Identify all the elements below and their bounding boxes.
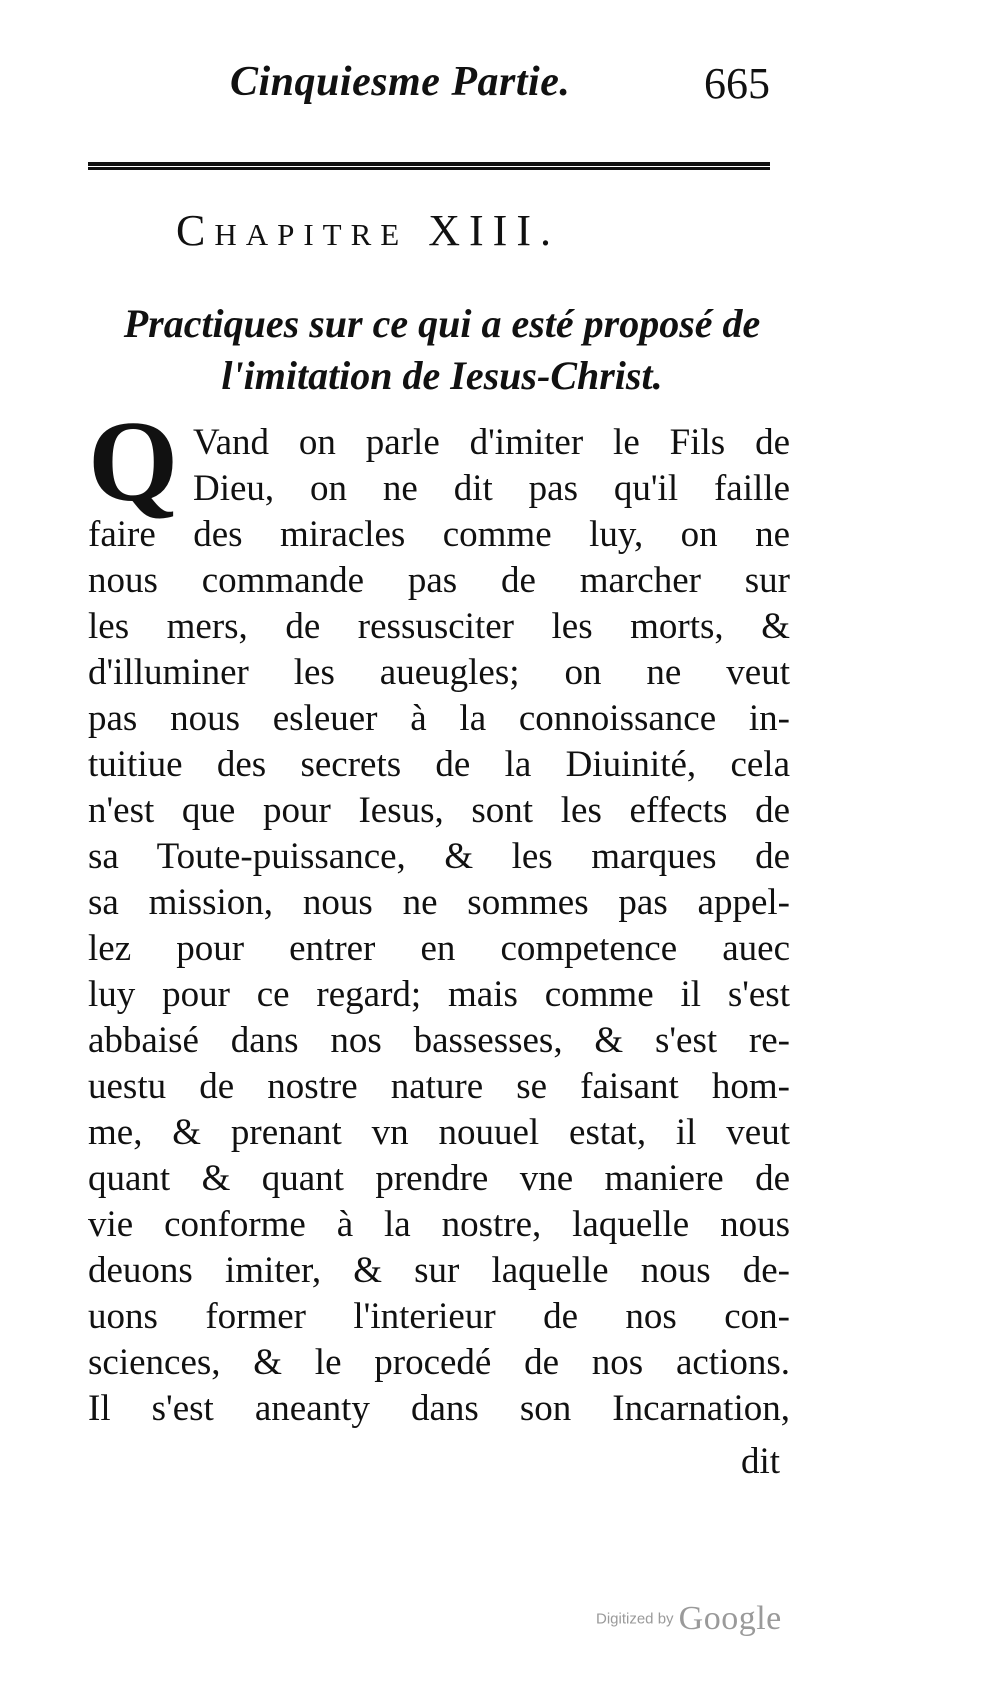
text-line: uestu de nostre nature se faisant hom- <box>88 1066 790 1107</box>
text-line: sciences, & le procedé de nos actions. <box>88 1342 790 1383</box>
text-line: tuitiue des secrets de la Diuinité, cela <box>88 744 790 785</box>
digitized-prefix: Digitized by <box>596 1610 674 1628</box>
text-line: les mers, de ressusciter les morts, & <box>88 606 790 647</box>
chapter-heading: Chapitre XIII. <box>176 206 560 255</box>
text-line: d'illuminer les aueugles; on ne veut <box>88 652 790 693</box>
text-line: sa Toute-puissance, & les marques de <box>88 836 790 877</box>
text-line: n'est que pour Iesus, sont les effects de <box>88 790 790 831</box>
text-line: abbaisé dans nos bassesses, & s'est re- <box>88 1020 790 1061</box>
chapter-title-line: l'imitation de Iesus-Christ. <box>221 353 663 398</box>
drop-cap: Q <box>88 398 179 526</box>
page-number: 665 <box>704 59 770 108</box>
text-line: deuons imiter, & sur laquelle nous de- <box>88 1250 790 1291</box>
text-line: nous commande pas de marcher sur <box>88 560 790 601</box>
text-line: lez pour entrer en competence auec <box>88 928 790 969</box>
catchword: dit <box>740 1441 780 1482</box>
text-line: luy pour ce regard; mais comme il s'est <box>88 974 790 1015</box>
google-logo: Google <box>678 1600 782 1637</box>
text-line: me, & prenant vn nouuel estat, il veut <box>88 1112 790 1153</box>
body-text <box>88 398 790 1432</box>
running-head <box>230 58 770 118</box>
text-line: Dieu, on ne dit pas qu'il faille <box>193 468 790 509</box>
chapter-title-line: Practiques sur ce qui a esté proposé de <box>123 301 761 346</box>
text-line: sa mission, nous ne sommes pas appel- <box>88 882 790 923</box>
text-line: pas nous esleuer à la connoissance in- <box>88 698 790 739</box>
digitized-watermark <box>596 1600 782 1638</box>
running-title: Cinquiesme Partie. <box>230 59 571 105</box>
text-line: vie conforme à la nostre, laquelle nous <box>88 1204 790 1245</box>
text-line: faire des miracles comme luy, on ne <box>88 514 790 555</box>
text-line: Vand on parle d'imiter le Fils de <box>193 422 790 463</box>
chapter-title <box>92 298 792 402</box>
header-rule <box>88 162 770 170</box>
text-line: quant & quant prendre vne maniere de <box>88 1158 790 1199</box>
text-line: uons former l'interieur de nos con- <box>88 1296 790 1337</box>
text-line: Il s'est aneanty dans son Incarnation, <box>88 1388 790 1429</box>
